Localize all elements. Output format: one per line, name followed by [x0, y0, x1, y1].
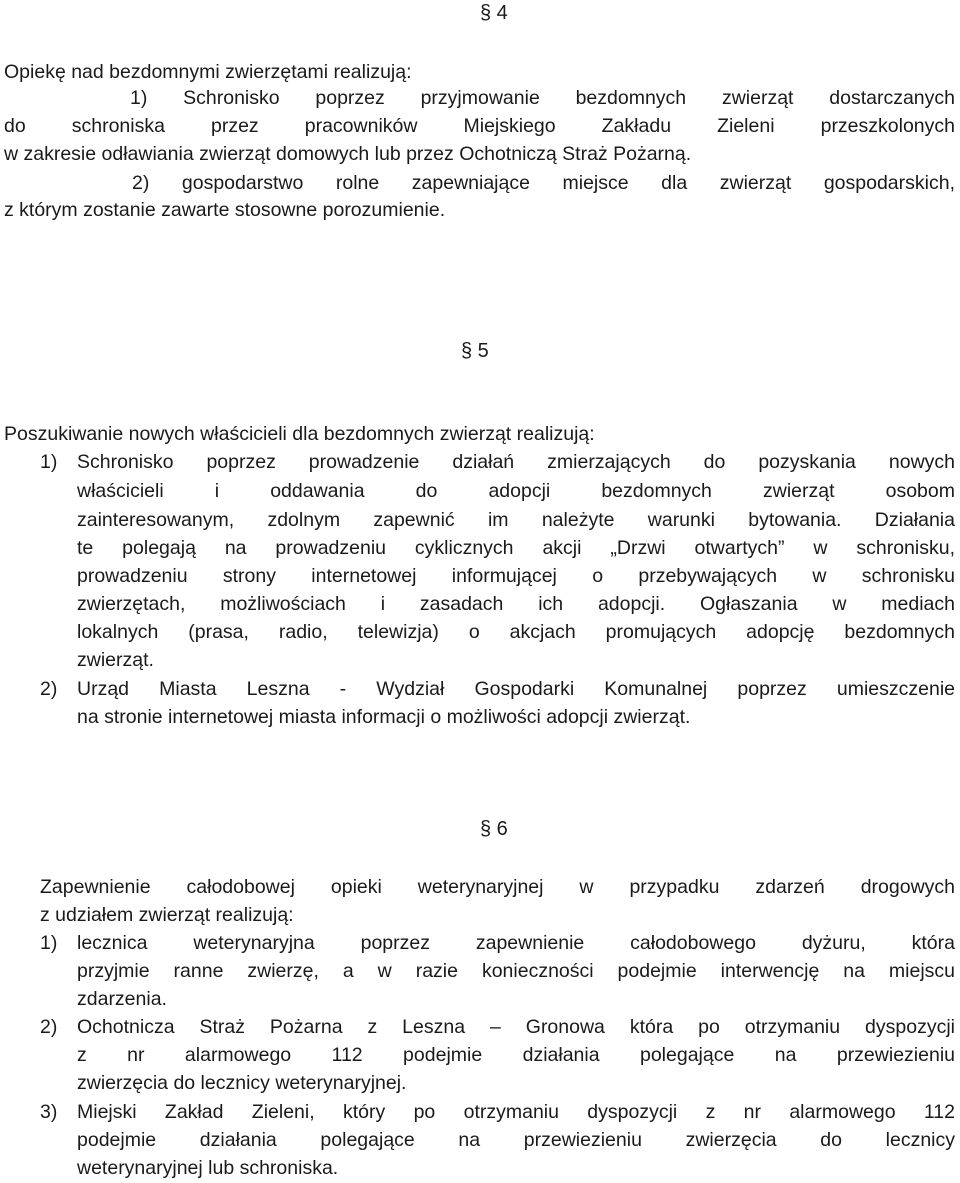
section-5-item-1-line-1: Schronisko poprzez prowadzenie działań zmierzających do pozyskania nowych — [77, 451, 955, 473]
section-6-item-2-line-1: Ochotnicza Straż Pożarna z Leszna – Gronowa która po otrzymaniu dyspozycji — [77, 1016, 955, 1038]
section-6-intro-line-2: z udziałem zwierząt realizują: — [40, 904, 294, 926]
section-5-item-1-number: 1) — [40, 451, 58, 473]
section-6-item-2-line-2: z nr alarmowego 112 podejmie działania polegające na przewiezieniu — [77, 1044, 955, 1066]
section-6-item-3-line-3: weterynaryjnej lub schroniska. — [77, 1157, 339, 1179]
section-6-item-2-line-3: zwierzęcia do lecznicy weterynaryjnej. — [77, 1072, 407, 1094]
section-5-item-1-line-5: prowadzeniu strony internetowej informującej o przebywających w schronisku — [77, 565, 955, 587]
section-5-item-2-line-2: na stronie internetowej miasta informacji o możliwości adopcji zwierząt. — [77, 706, 691, 728]
section-6-item-1-line-2: przyjmie ranne zwierzę, a w razie konieczności podejmie interwencję na miejscu — [77, 960, 955, 982]
section-6-item-3-line-1: Miejski Zakład Zieleni, który po otrzymaniu dyspozycji z nr alarmowego 112 — [77, 1101, 955, 1123]
section-5-item-1-line-4: te polegają na prowadzeniu cyklicznych akcji „Drzwi otwartych” w schronisku, — [77, 537, 955, 559]
section-4-p2-line-1: 2) gospodarstwo rolne zapewniające miejsce dla zwierząt gospodarskich, — [132, 172, 955, 194]
section-5-heading: § 5 — [461, 340, 489, 362]
section-5-item-1-line-2: właścicieli i oddawania do adopcji bezdomnych zwierząt osobom — [77, 480, 955, 502]
section-4-heading: § 4 — [480, 2, 508, 24]
section-6-item-1-line-3: zdarzenia. — [77, 988, 167, 1010]
section-6-item-3-number: 3) — [40, 1101, 58, 1123]
section-4-p1-line-2: do schroniska przez pracowników Miejskiego Zakładu Zieleni przeszkolonych — [4, 115, 955, 137]
section-6-item-1-line-1: lecznica weterynaryjna poprzez zapewnienie całodobowego dyżuru, która — [77, 932, 955, 954]
section-6-intro-line-1: Zapewnienie całodobowej opieki weterynaryjnej w przypadku zdarzeń drogowych — [40, 876, 955, 898]
section-5-item-1-line-8: zwierząt. — [77, 649, 154, 671]
section-6-item-1-number: 1) — [40, 932, 58, 954]
section-5-item-1-line-3: zainteresowanym, zdolnym zapewnić im należyte warunki bytowania. Działania — [77, 509, 955, 531]
section-5-item-1-line-6: zwierzętach, możliwościach i zasadach ich adopcji. Ogłaszania w mediach — [77, 593, 955, 615]
section-6-item-3-line-2: podejmie działania polegające na przewiezieniu zwierzęcia do lecznicy — [77, 1129, 955, 1151]
section-5-intro: Poszukiwanie nowych właścicieli dla bezdomnych zwierząt realizują: — [4, 423, 595, 445]
section-4-p2-line-2: z którym zostanie zawarte stosowne porozumienie. — [4, 199, 446, 221]
section-6-item-2-number: 2) — [40, 1016, 58, 1038]
section-6-heading: § 6 — [480, 818, 508, 840]
section-5-item-1-line-7: lokalnych (prasa, radio, telewizja) o akcjach promujących adopcję bezdomnych — [77, 621, 955, 643]
section-4-p1-line-3: w zakresie odławiania zwierząt domowych lub przez Ochotniczą Straż Pożarną. — [4, 143, 692, 165]
section-4-p1-line-1: 1) Schronisko poprzez przyjmowanie bezdomnych zwierząt dostarczanych — [130, 87, 955, 109]
section-4-intro: Opiekę nad bezdomnymi zwierzętami realizują: — [4, 61, 412, 83]
section-5-item-2-number: 2) — [40, 678, 58, 700]
section-5-item-2-line-1: Urząd Miasta Leszna - Wydział Gospodarki Komunalnej poprzez umieszczenie — [77, 678, 955, 700]
